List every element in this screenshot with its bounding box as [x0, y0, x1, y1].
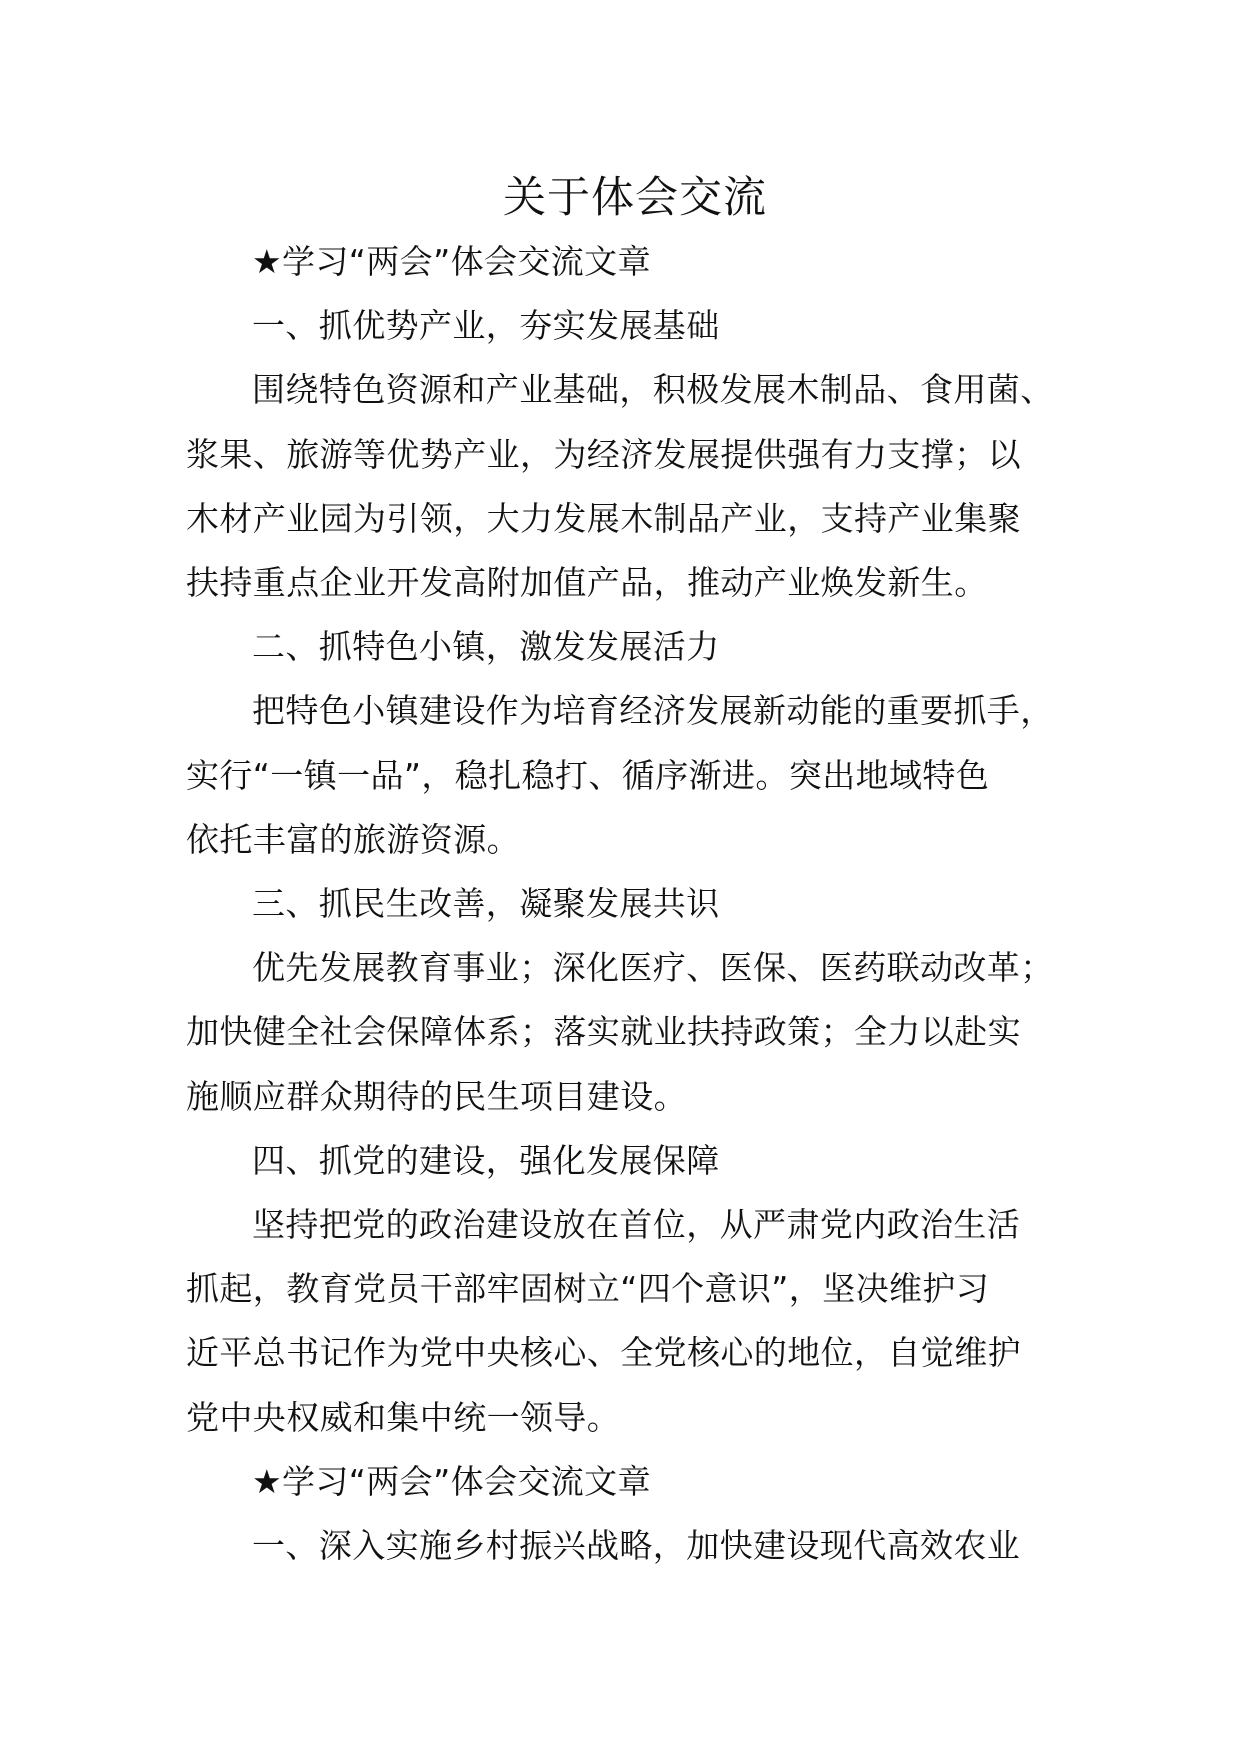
- body-line: 党中央权威和集中统一领导。: [186, 1397, 621, 1437]
- body-line: 浆果、旅游等优势产业，为经济发展提供强有力支撑；以: [186, 434, 1021, 474]
- body-line: 围绕特色资源和产业基础，积极发展木制品、食用菌、: [252, 370, 1054, 410]
- document-title: 关于体会交流: [503, 173, 767, 223]
- section-heading: 四、抓党的建设，强化发展保障: [252, 1140, 720, 1180]
- section-heading: 一、深入实施乡村振兴战略，加快建设现代高效农业: [252, 1526, 1021, 1566]
- body-line: 坚持把党的政治建设放在首位，从严肃党内政治生活: [252, 1205, 1021, 1245]
- body-line: 木材产业园为引领，大力发展木制品产业，支持产业集聚: [186, 498, 1021, 538]
- body-line: 施顺应群众期待的民生项目建设。: [186, 1076, 687, 1116]
- body-line: 抓起，教育党员干部牢固树立“四个意识”，坚决维护习: [186, 1269, 990, 1309]
- body-line: 近平总书记作为党中央核心、全党核心的地位，自觉维护: [186, 1333, 1021, 1373]
- section-heading: 二、抓特色小镇，激发发展活力: [252, 627, 720, 667]
- section-marker: ★学习“两会”体会交流文章: [252, 1461, 651, 1501]
- section-heading: 三、抓民生改善，凝聚发展共识: [252, 884, 720, 924]
- body-line: 把特色小镇建设作为培育经济发展新动能的重要抓手，: [252, 691, 1054, 731]
- body-line: 实行“一镇一品”，稳扎稳打、循序渐进。突出地域特色: [186, 755, 990, 795]
- body-line: 依托丰富的旅游资源。: [186, 819, 520, 859]
- section-marker: ★学习“两会”体会交流文章: [252, 242, 651, 281]
- body-line: 扶持重点企业开发高附加值产品，推动产业焕发新生。: [186, 563, 988, 603]
- document-content: [186, 166, 1086, 1578]
- body-line: 加快健全社会保障体系；落实就业扶持政策；全力以赴实: [186, 1012, 1021, 1052]
- section-heading: 一、抓优势产业，夯实发展基础: [252, 306, 720, 346]
- body-line: 优先发展教育事业；深化医疗、医保、医药联动改革；: [252, 948, 1054, 988]
